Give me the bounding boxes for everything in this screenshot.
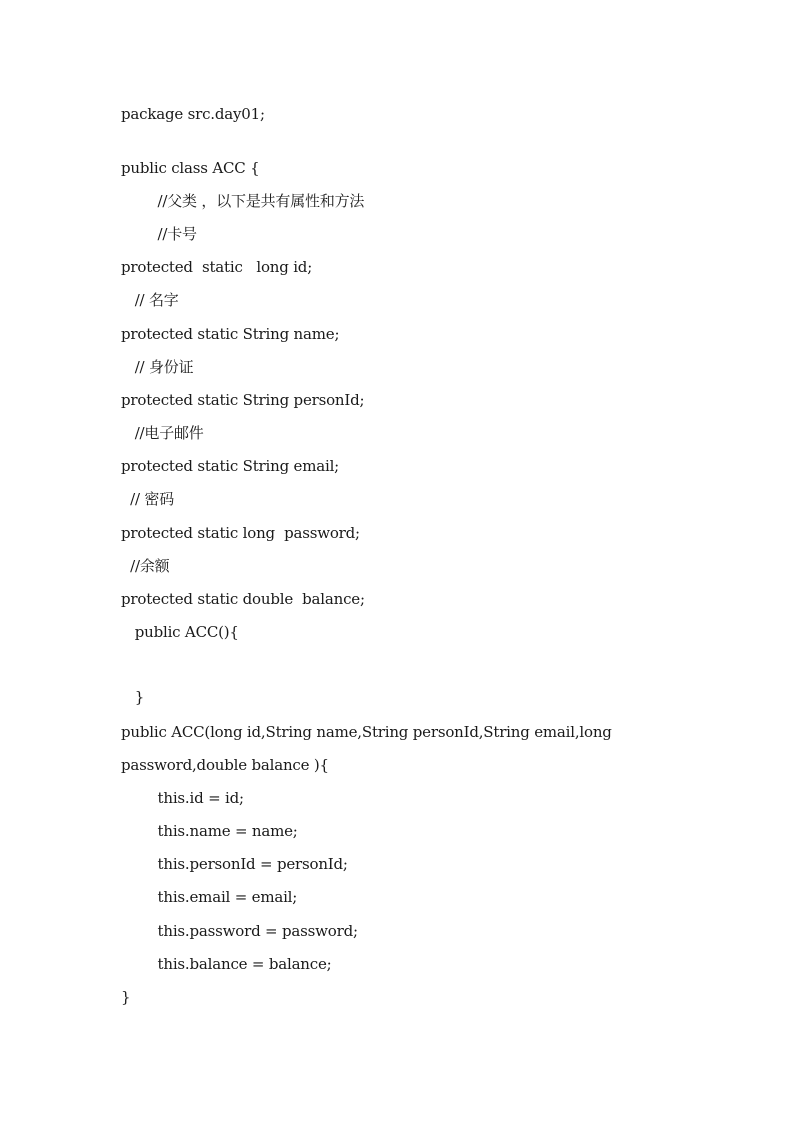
- code-line-class-declaration: public class ACC {: [121, 159, 260, 177]
- code-line-assign-balance: this.balance = balance;: [121, 955, 332, 973]
- code-line-default-constructor-close: }: [121, 688, 145, 706]
- code-line-assign-person-id: this.personId = personId;: [121, 855, 348, 873]
- code-line-full-constructor: public ACC(long id,String name,String personId,String email,long: [121, 723, 612, 741]
- code-comment-card-number: //卡号: [121, 225, 197, 243]
- code-line-field-id: protected static long id;: [121, 258, 313, 276]
- code-line-assign-password: this.password = password;: [121, 922, 358, 940]
- code-comment-parent-class: //父类 ，以下是共有属性和方法: [121, 192, 365, 210]
- code-comment-password: // 密码: [121, 490, 175, 508]
- code-line-field-email: protected static String email;: [121, 457, 340, 475]
- code-line-field-name: protected static String name;: [121, 325, 340, 343]
- code-line-default-constructor: public ACC(){: [121, 623, 239, 641]
- code-line-field-balance: protected static double balance;: [121, 590, 365, 608]
- code-line-field-person-id: protected static String personId;: [121, 391, 365, 409]
- code-line-closing-brace: }: [121, 988, 131, 1006]
- code-comment-email: //电子邮件: [121, 424, 204, 442]
- code-comment-person-id: // 身份证: [121, 358, 194, 376]
- code-line-field-password: protected static long password;: [121, 524, 360, 542]
- code-comment-name: // 名字: [121, 291, 179, 309]
- code-line-assign-email: this.email = email;: [121, 888, 298, 906]
- code-comment-balance: //余额: [121, 557, 170, 575]
- code-line-assign-name: this.name = name;: [121, 822, 298, 840]
- code-line-assign-id: this.id = id;: [121, 789, 244, 807]
- code-line-full-constructor-params: password,double balance ){: [121, 756, 329, 774]
- code-line-package: package src.day01;: [121, 105, 265, 123]
